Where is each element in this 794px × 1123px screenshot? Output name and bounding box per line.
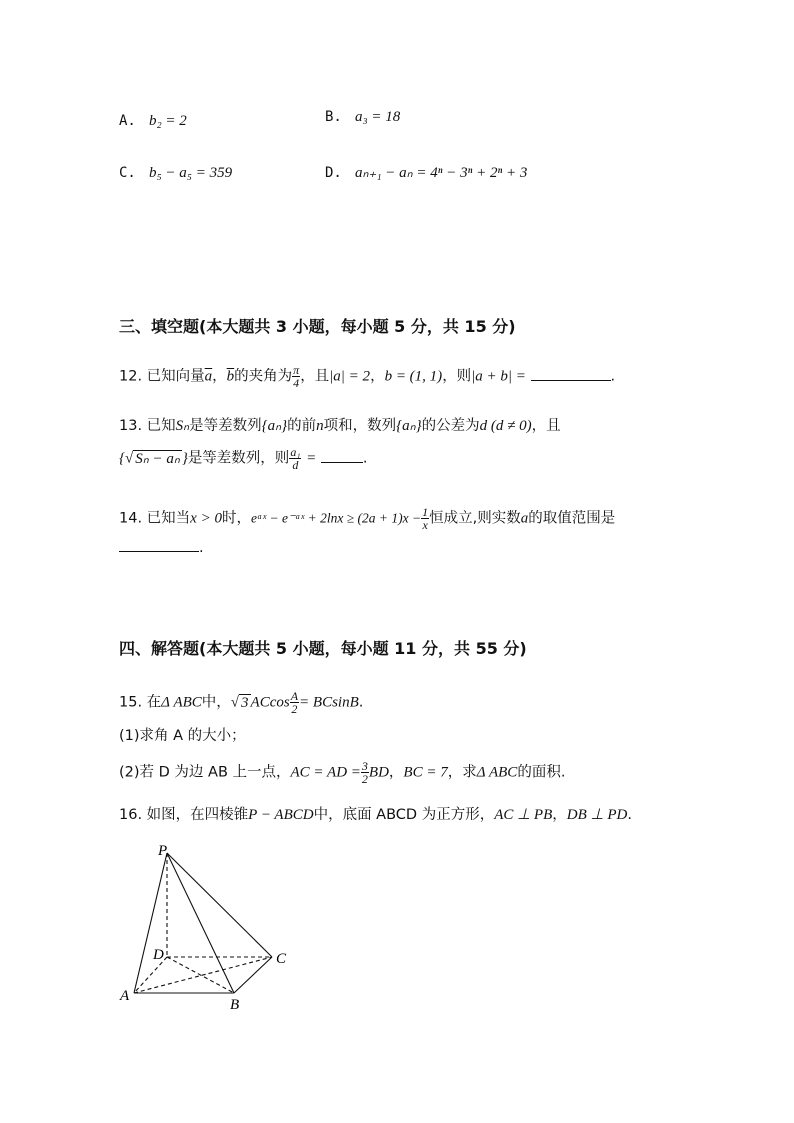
expression: ACcos [250, 694, 290, 711]
q16-text: ， [552, 807, 567, 823]
q16-text: 如图，在四棱锥 [146, 807, 249, 823]
q15-text: (2)若 D 为边 AB 上一点， [119, 764, 291, 781]
vertex-label-d: D [153, 947, 164, 963]
vertex-label-b: B [230, 997, 240, 1013]
fraction-denominator: 4 [293, 376, 300, 390]
option-expr: b₅ − a₅ = 359 [148, 165, 233, 181]
option-letter: A. [119, 113, 136, 129]
sequence-an: {aₙ} [396, 418, 422, 434]
q15-text: 在 [146, 694, 162, 711]
answer-blank [119, 537, 199, 552]
option-expr: a₃ = 18 [354, 109, 401, 125]
q15-text: ，求 [447, 764, 477, 781]
question-15 [119, 690, 363, 715]
period: . [627, 807, 632, 823]
fraction-denominator: d [292, 458, 299, 472]
sequence-an: {aₙ} [261, 418, 288, 434]
q12-text: ，且 [300, 368, 330, 385]
vector-b: $\overline{b}$ [226, 368, 235, 385]
q16-text: 中，底面 ABCD 为正方形， [313, 807, 495, 823]
option-expr: aₙ₊₁ − aₙ = 4ⁿ − 3ⁿ + 2ⁿ + 3 [354, 165, 528, 181]
period: . [199, 540, 204, 556]
pyramid: P − ABCD [248, 807, 314, 823]
fraction-denominator: 2 [291, 702, 298, 716]
edge-pc [167, 853, 272, 957]
q12-comma: ， [212, 368, 227, 385]
q12-text: 已知向量 [146, 368, 205, 385]
question-13-line-2 [119, 446, 367, 471]
option-a [119, 110, 187, 130]
fraction-denominator: x [422, 518, 428, 532]
fraction-numerator: a₁ [290, 445, 301, 459]
expression: = BCsinB [299, 694, 359, 711]
condition: AC ⊥ PB [494, 807, 553, 823]
fraction-numerator: π [293, 363, 300, 377]
section-3-heading: 三、填空题(本大题共 3 小题，每小题 5 分，共 15 分) [119, 317, 516, 336]
q12-text: ，则 [442, 368, 472, 385]
question-number: 15. [119, 694, 143, 711]
fraction [361, 760, 369, 785]
expression: AC = AD = [290, 764, 361, 781]
triangle: Δ ABC [161, 694, 202, 711]
option-letter: B. [325, 109, 342, 125]
question-13-line-1 [119, 414, 561, 435]
question-number: 13. [119, 418, 143, 434]
edge-db [167, 957, 234, 993]
edge-pb [167, 853, 234, 993]
sqrt-body: Sₙ − aₙ [135, 450, 180, 467]
question-number: 16. [119, 807, 143, 823]
sqrt-three: √ 3 [230, 694, 249, 711]
fraction-numerator: 1 [422, 505, 429, 519]
period: . [358, 694, 364, 711]
question-14 [119, 506, 615, 531]
question-15-part-2 [119, 760, 565, 785]
q13-text: 是等差数列 [189, 418, 262, 434]
fraction-numerator: A [290, 689, 299, 703]
option-letter: C. [119, 165, 136, 181]
common-difference: d (d ≠ 0) [479, 418, 532, 434]
fraction [289, 446, 301, 471]
condition-x: x > 0 [190, 510, 222, 527]
var-a: a [520, 510, 529, 527]
q14-text: 已知当 [146, 510, 191, 527]
vector-a: $\overline{a}$ [204, 368, 213, 385]
question-16 [119, 803, 632, 824]
period: . [362, 450, 368, 467]
answer-blank [531, 366, 611, 381]
expression: BD [368, 764, 389, 781]
question-15-part-1: (1)求角 A 的大小； [119, 728, 246, 744]
fraction-numerator: 3 [361, 759, 368, 773]
sum-sn: Sₙ [175, 418, 190, 434]
q14-text: 恒成立,则实数 [429, 510, 521, 527]
fraction [290, 690, 299, 715]
q13-text: 项和，数列 [323, 418, 397, 434]
equals: = [306, 450, 317, 467]
var-n: n [316, 418, 324, 434]
question-14-line-2 [119, 537, 204, 556]
edge-pa [134, 853, 167, 993]
fraction [292, 364, 300, 389]
question-12: 12. 已知向量$\overline{a}$，$\overline{b}$的夹角为 $\frac{\pi}{4}$ ，且|a| = 2，b = (1, 1)，则|a + b| = . [119, 363, 616, 390]
q15-text: ， [388, 764, 404, 781]
q14-text: 时， [221, 510, 251, 527]
vertex-label-p: P [158, 843, 168, 859]
q13-text: 已知 [146, 418, 176, 434]
q13-text: 是等差数列，则 [187, 450, 290, 467]
option-expr: b₂ = 2 [148, 113, 187, 129]
expression: BC = 7 [403, 764, 448, 781]
q13-text: 的公差为 [421, 418, 480, 434]
vertex-label-c: C [276, 951, 287, 967]
condition-vector-b: b = (1, 1) [384, 368, 443, 385]
answer-blank [321, 448, 363, 463]
q15-text: 的面积. [517, 764, 566, 781]
period: . [610, 368, 616, 385]
fraction [421, 506, 429, 531]
question-number: 12. [119, 368, 143, 385]
q14-text: 的取值范围是 [528, 510, 616, 527]
option-c [119, 162, 232, 182]
option-d [325, 162, 527, 182]
question-number: 14. [119, 510, 143, 527]
section-4-heading: 四、解答题(本大题共 5 小题，每小题 11 分，共 55 分) [119, 639, 527, 658]
option-letter: D. [325, 165, 342, 181]
q13-text: 的前 [287, 418, 317, 434]
condition: DB ⊥ PD [566, 807, 628, 823]
triangle: Δ ABC [476, 764, 518, 781]
pyramid-figure [110, 835, 310, 1015]
inequality: eᵃˣ − e⁻ᵃˣ + 2lnx ≥ (2a + 1)x − [250, 510, 422, 526]
fraction-denominator: 2 [361, 772, 368, 786]
sqrt-sequence: {√ Sₙ − aₙ } [119, 450, 188, 467]
condition-magnitude: |a| = 2 [329, 368, 371, 385]
sqrt-body: 3 [241, 694, 249, 711]
q15-text: 中， [201, 694, 231, 711]
q13-text: ，且 [531, 418, 561, 434]
option-b [325, 106, 400, 126]
ask-expression: |a + b| = [471, 368, 526, 385]
q12-text: 的夹角为 [234, 368, 293, 385]
vertex-label-a: A [120, 988, 130, 1004]
